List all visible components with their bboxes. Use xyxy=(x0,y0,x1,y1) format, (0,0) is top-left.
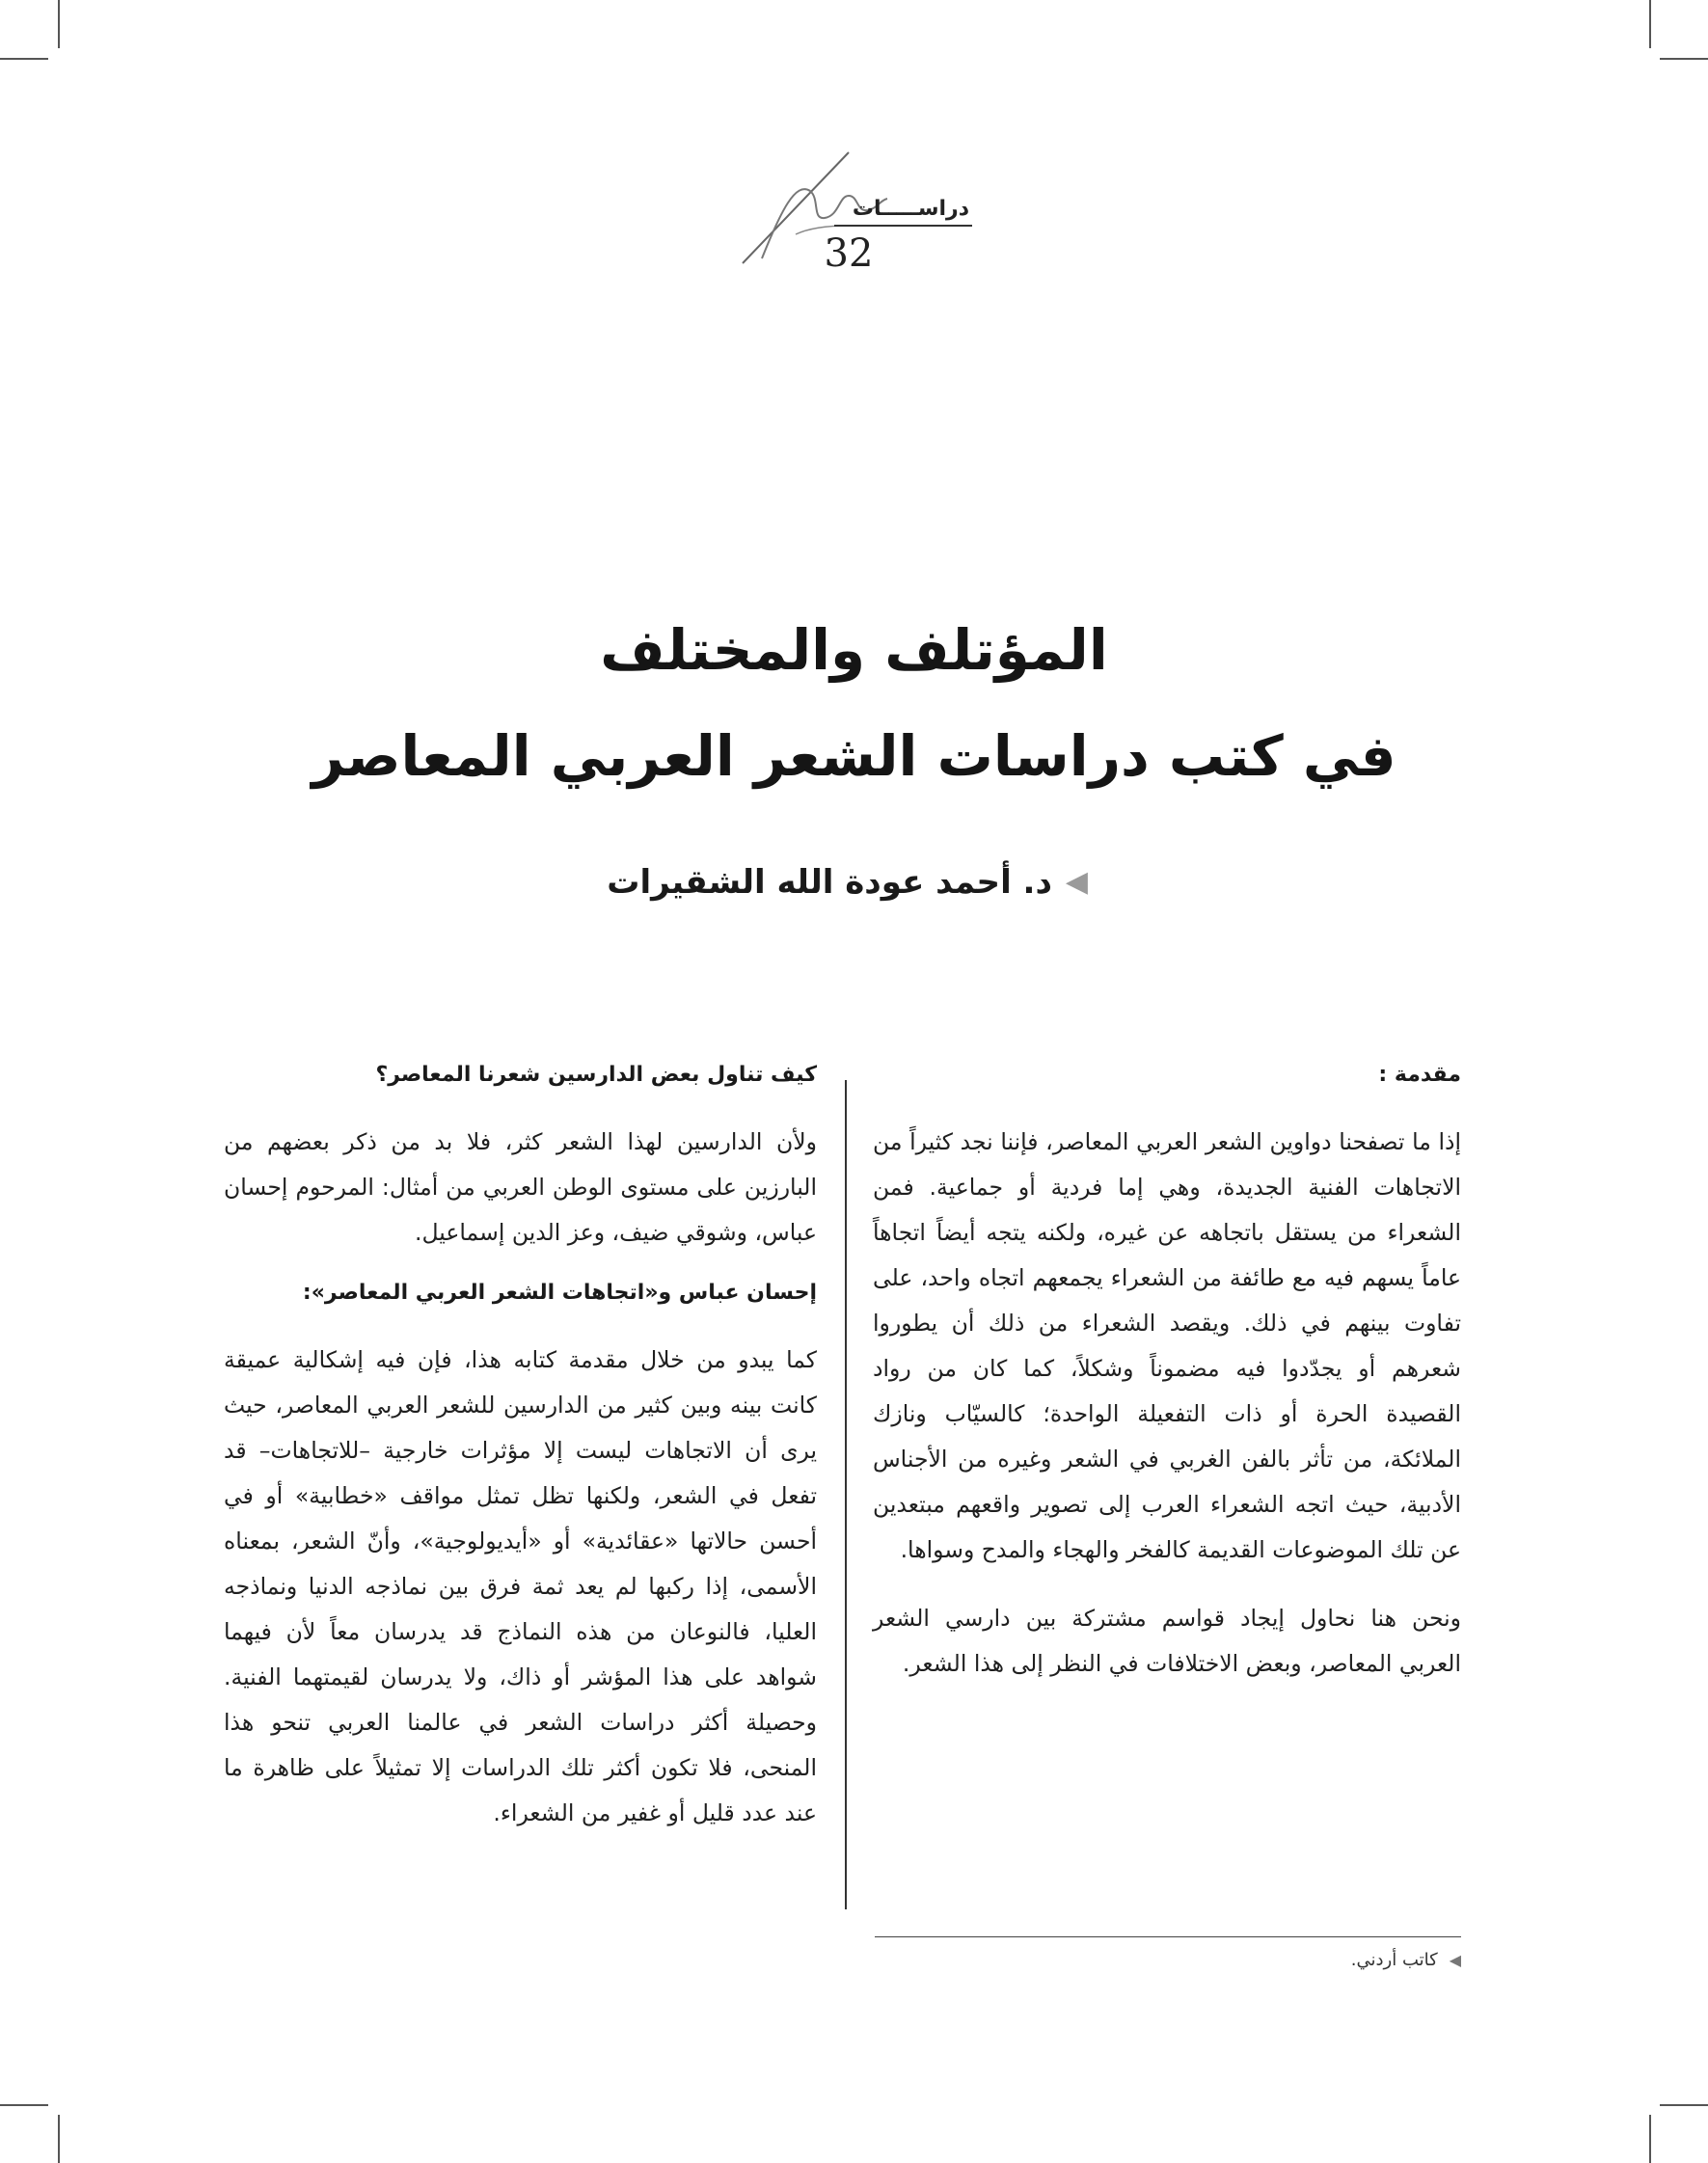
crop-mark-bottom-left xyxy=(58,2115,60,2163)
section-heading-introduction: مقدمة : xyxy=(1378,1063,1461,1087)
right-column xyxy=(873,1061,1461,1710)
page-number: 32 xyxy=(824,231,874,276)
crop-mark-bottom-right xyxy=(1649,2115,1651,2163)
author-name: د. أحمد عودة الله الشقيرات xyxy=(607,863,1052,902)
column-divider xyxy=(845,1080,847,1909)
ihsan-abbas-paragraph: كما يبدو من خلال مقدمة كتابه هذا، فإن فيه إشكالية عميقة كانت بينه وبين كثير من الدارسين للشعر العربي المعاصر، حيث يرى أن الاتجاهات ليست إلا مؤثرات خارجية –للاتجاهات– قد تفعل في الشعر، ولكنها تظل تمثل مواقف «خطابية» أو في أحسن حالاتها «عقائدية» أو «أيديولوجية»، وأنّ الشعر، بمعناه الأسمى، إذا ركبها لم يعد ثمة فرق بين نماذجه الدنيا ونماذجه العليا، فالنوعان من هذه النماذج قد يدرسان معاً لأن فيهما شواهد على هذا المؤشر أو ذاك، ولا يدرسان لقيمتهما الفنية. وحصيلة أكثر دراسات الشعر في عالمنا العربي تنحو هذا المنحى، فلا تكون أكثر تلك الدراسات إلا تمثيلاً على ظاهرة ما عند عدد قليل أو غفير من الشعراء. xyxy=(224,1345,817,1826)
scholars-paragraph: ولأن الدارسين لهذا الشعر كثر، فلا بد من ذكر بعضهم من البارزين على مستوى الوطن العربي من أمثال: المرحوم إحسان عباس، وشوقي ضيف، وعز الدين إسماعيل. xyxy=(224,1127,817,1246)
crop-mark-top-left xyxy=(58,0,60,48)
section-heading-ihsan-abbas: إحسان عباس و«اتجاهات الشعر العربي المعاصر»: xyxy=(302,1280,817,1305)
footnote-text: كاتب أردني. xyxy=(1350,1950,1438,1970)
crop-mark-top-left-h xyxy=(0,58,48,60)
left-column xyxy=(224,1061,817,1859)
intro-paragraph-2: ونحن هنا نحاول إيجاد قواسم مشتركة بين دارسي الشعر العربي المعاصر، وبعض الاختلافات في النظر إلى هذا الشعر. xyxy=(873,1604,1461,1677)
crop-mark-top-right-h xyxy=(1660,58,1708,60)
crop-mark-top-right xyxy=(1649,0,1651,48)
footnote-rule xyxy=(875,1936,1461,1937)
author-byline xyxy=(386,853,1088,911)
section-label: دراســـــات xyxy=(852,197,969,221)
footnote xyxy=(875,1950,1461,1970)
crop-mark-bottom-right-h xyxy=(1660,2104,1708,2106)
crop-mark-bottom-left-h xyxy=(0,2104,48,2106)
triangle-left-icon: ◀ xyxy=(1449,1951,1461,1969)
triangle-left-icon: ◀ xyxy=(1065,865,1088,899)
section-heading-how-scholars: كيف تناول بعض الدارسين شعرنا المعاصر؟ xyxy=(375,1063,817,1087)
article-title-line-1: المؤتلف والمختلف xyxy=(600,617,1108,683)
intro-paragraph-1: إذا ما تصفحنا دواوين الشعر العربي المعاصر، فإننا نجد كثيراً من الاتجاهات الفنية الجديدة، وهي إما فردية أو جماعية. فمن الشعراء من يستقل باتجاهه عن غيره، ولكنه يتجه أيضاً اتجاهاً عاماً يسهم فيه مع طائفة من الشعراء يجمعهم اتجاه واحد، على تفاوت بينهم في ذلك. ويقصد الشعراء من ذلك أن يطوروا شعرهم أو يجدّدوا فيه مضموناً وشكلاً، كما كان من رواد القصيدة الحرة أو ذات التفعيلة الواحدة؛ كالسيّاب ونازك الملائكة، من تأثر بالفن الغربي في الشعر وغيره من الأجناس الأدبية، حيث اتجه الشعراء العرب إلى تصوير واقعهم مبتعدين عن تلك الموضوعات القديمة كالفخر والهجاء والمدح وسواها. xyxy=(873,1127,1461,1563)
article-title-line-2: في كتب دراسات الشعر العربي المعاصر xyxy=(312,723,1396,789)
